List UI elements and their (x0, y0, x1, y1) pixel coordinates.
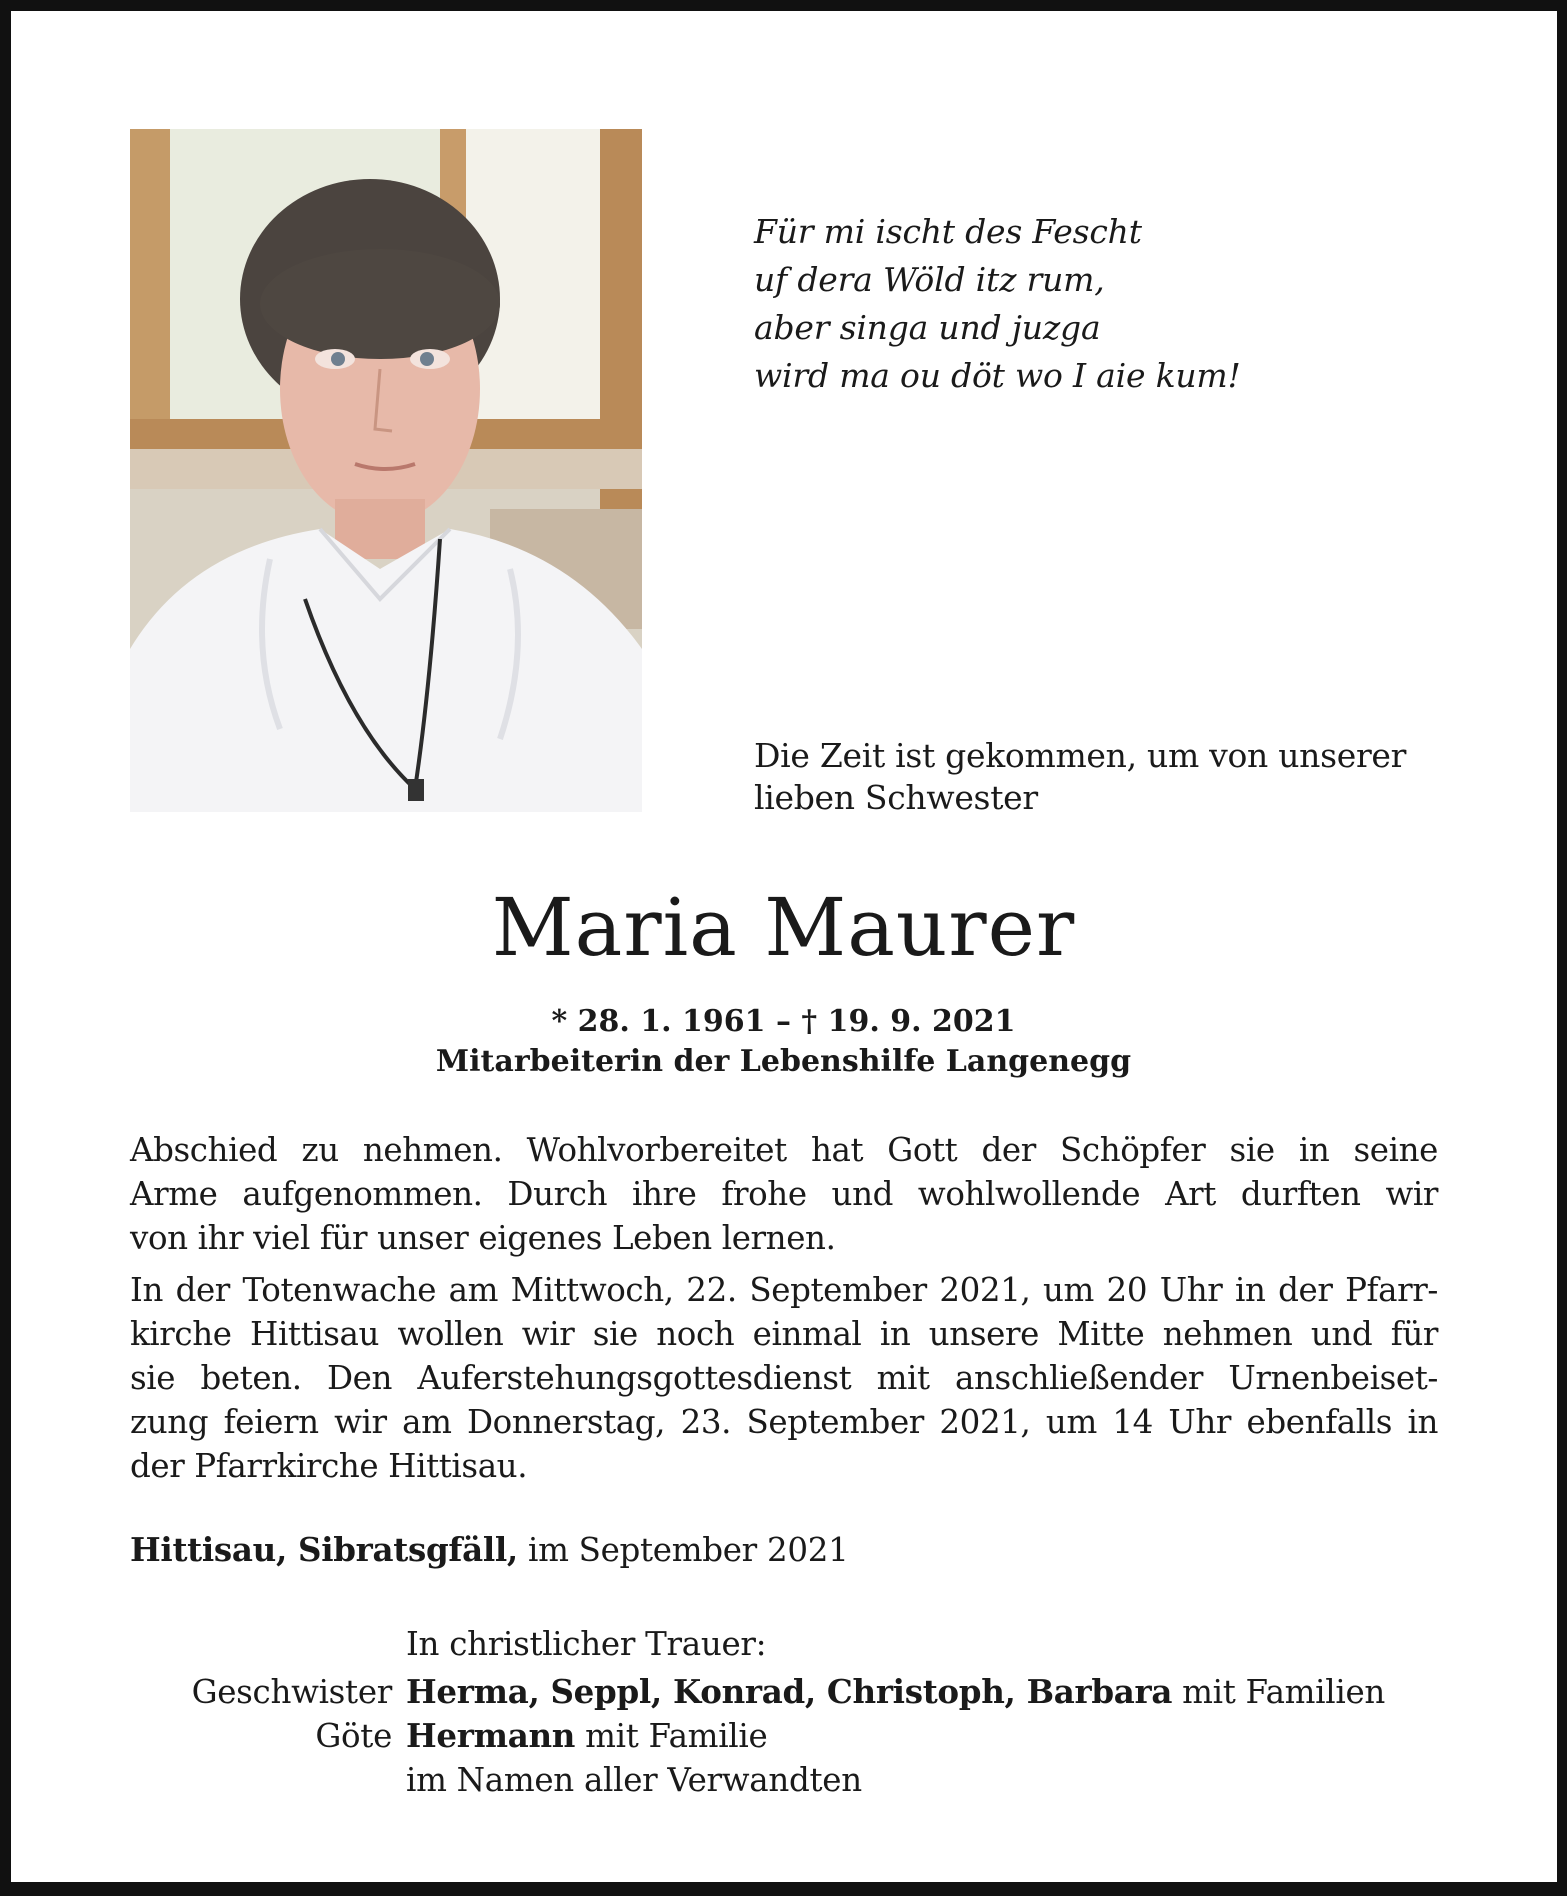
mourner-suffix: mit Familie (575, 1717, 768, 1755)
mourner-names: Herma, Seppl, Konrad, Christoph, Barbara (406, 1672, 1173, 1711)
mourners-closing: im Namen aller Verwandten (406, 1761, 862, 1799)
place-locations: Hittisau, Sibratsgfäll, (130, 1530, 518, 1569)
intro-line: Die Zeit ist gekommen, um von unserer (754, 736, 1407, 775)
poem-line: aber singa und juzga (754, 308, 1101, 347)
paragraph (130, 1128, 1438, 1260)
poem-line: Für mi ischt des Fescht (754, 212, 1142, 251)
portrait-photo (130, 129, 642, 812)
paragraph (130, 1268, 1438, 1488)
body-line: In der Totenwache am Mittwoch, 22. September 2021, um 20 Uhr in der Pfarr- (130, 1271, 1438, 1309)
mourner-relation: Geschwister (191, 1673, 392, 1711)
body-line: Abschied zu nehmen. Wohlvorbereitet hat Gott der Schöpfer sie in seine (130, 1131, 1438, 1169)
place-date: im September 2021 (517, 1531, 849, 1569)
intro-text (754, 735, 1406, 819)
poem-line: wird ma ou döt wo I aie kum! (754, 356, 1241, 395)
body-line: Arme aufgenommen. Durch ihre frohe und wohlwollende Art durften wir (130, 1175, 1438, 1213)
mourner-row (130, 1714, 1438, 1758)
mourner-names: Hermann (406, 1716, 576, 1755)
announcement-body (130, 1128, 1438, 1496)
intro-line: lieben Schwester (754, 778, 1038, 817)
poem (754, 208, 1241, 400)
mourners-heading: In christlicher Trauer: (406, 1625, 767, 1663)
deceased-role: Mitarbeiterin der Lebenshilfe Langenegg (435, 1044, 1132, 1079)
deceased-name: Maria Maurer (491, 881, 1076, 974)
body-line: sie beten. Den Auferstehungsgottesdienst mit anschließender Urnenbeiset- (130, 1359, 1438, 1397)
poem-line: uf dera Wöld itz rum, (754, 260, 1105, 299)
body-line: von ihr viel für unser eigenes Leben lernen. (130, 1219, 836, 1257)
body-line: zung feiern wir am Donnerstag, 23. September 2021, um 14 Uhr ebenfalls in (130, 1403, 1438, 1441)
mourner-row (130, 1670, 1438, 1714)
mourner-suffix: mit Familien (1172, 1673, 1386, 1711)
place-and-date (130, 1528, 848, 1572)
mourner-relation: Göte (315, 1717, 392, 1755)
life-dates: * 28. 1. 1961 – † 19. 9. 2021 (551, 1004, 1016, 1039)
body-line: der Pfarrkirche Hittisau. (130, 1447, 528, 1485)
body-line: kirche Hittisau wollen wir sie noch einmal in unsere Mitte nehmen und für (130, 1315, 1438, 1353)
